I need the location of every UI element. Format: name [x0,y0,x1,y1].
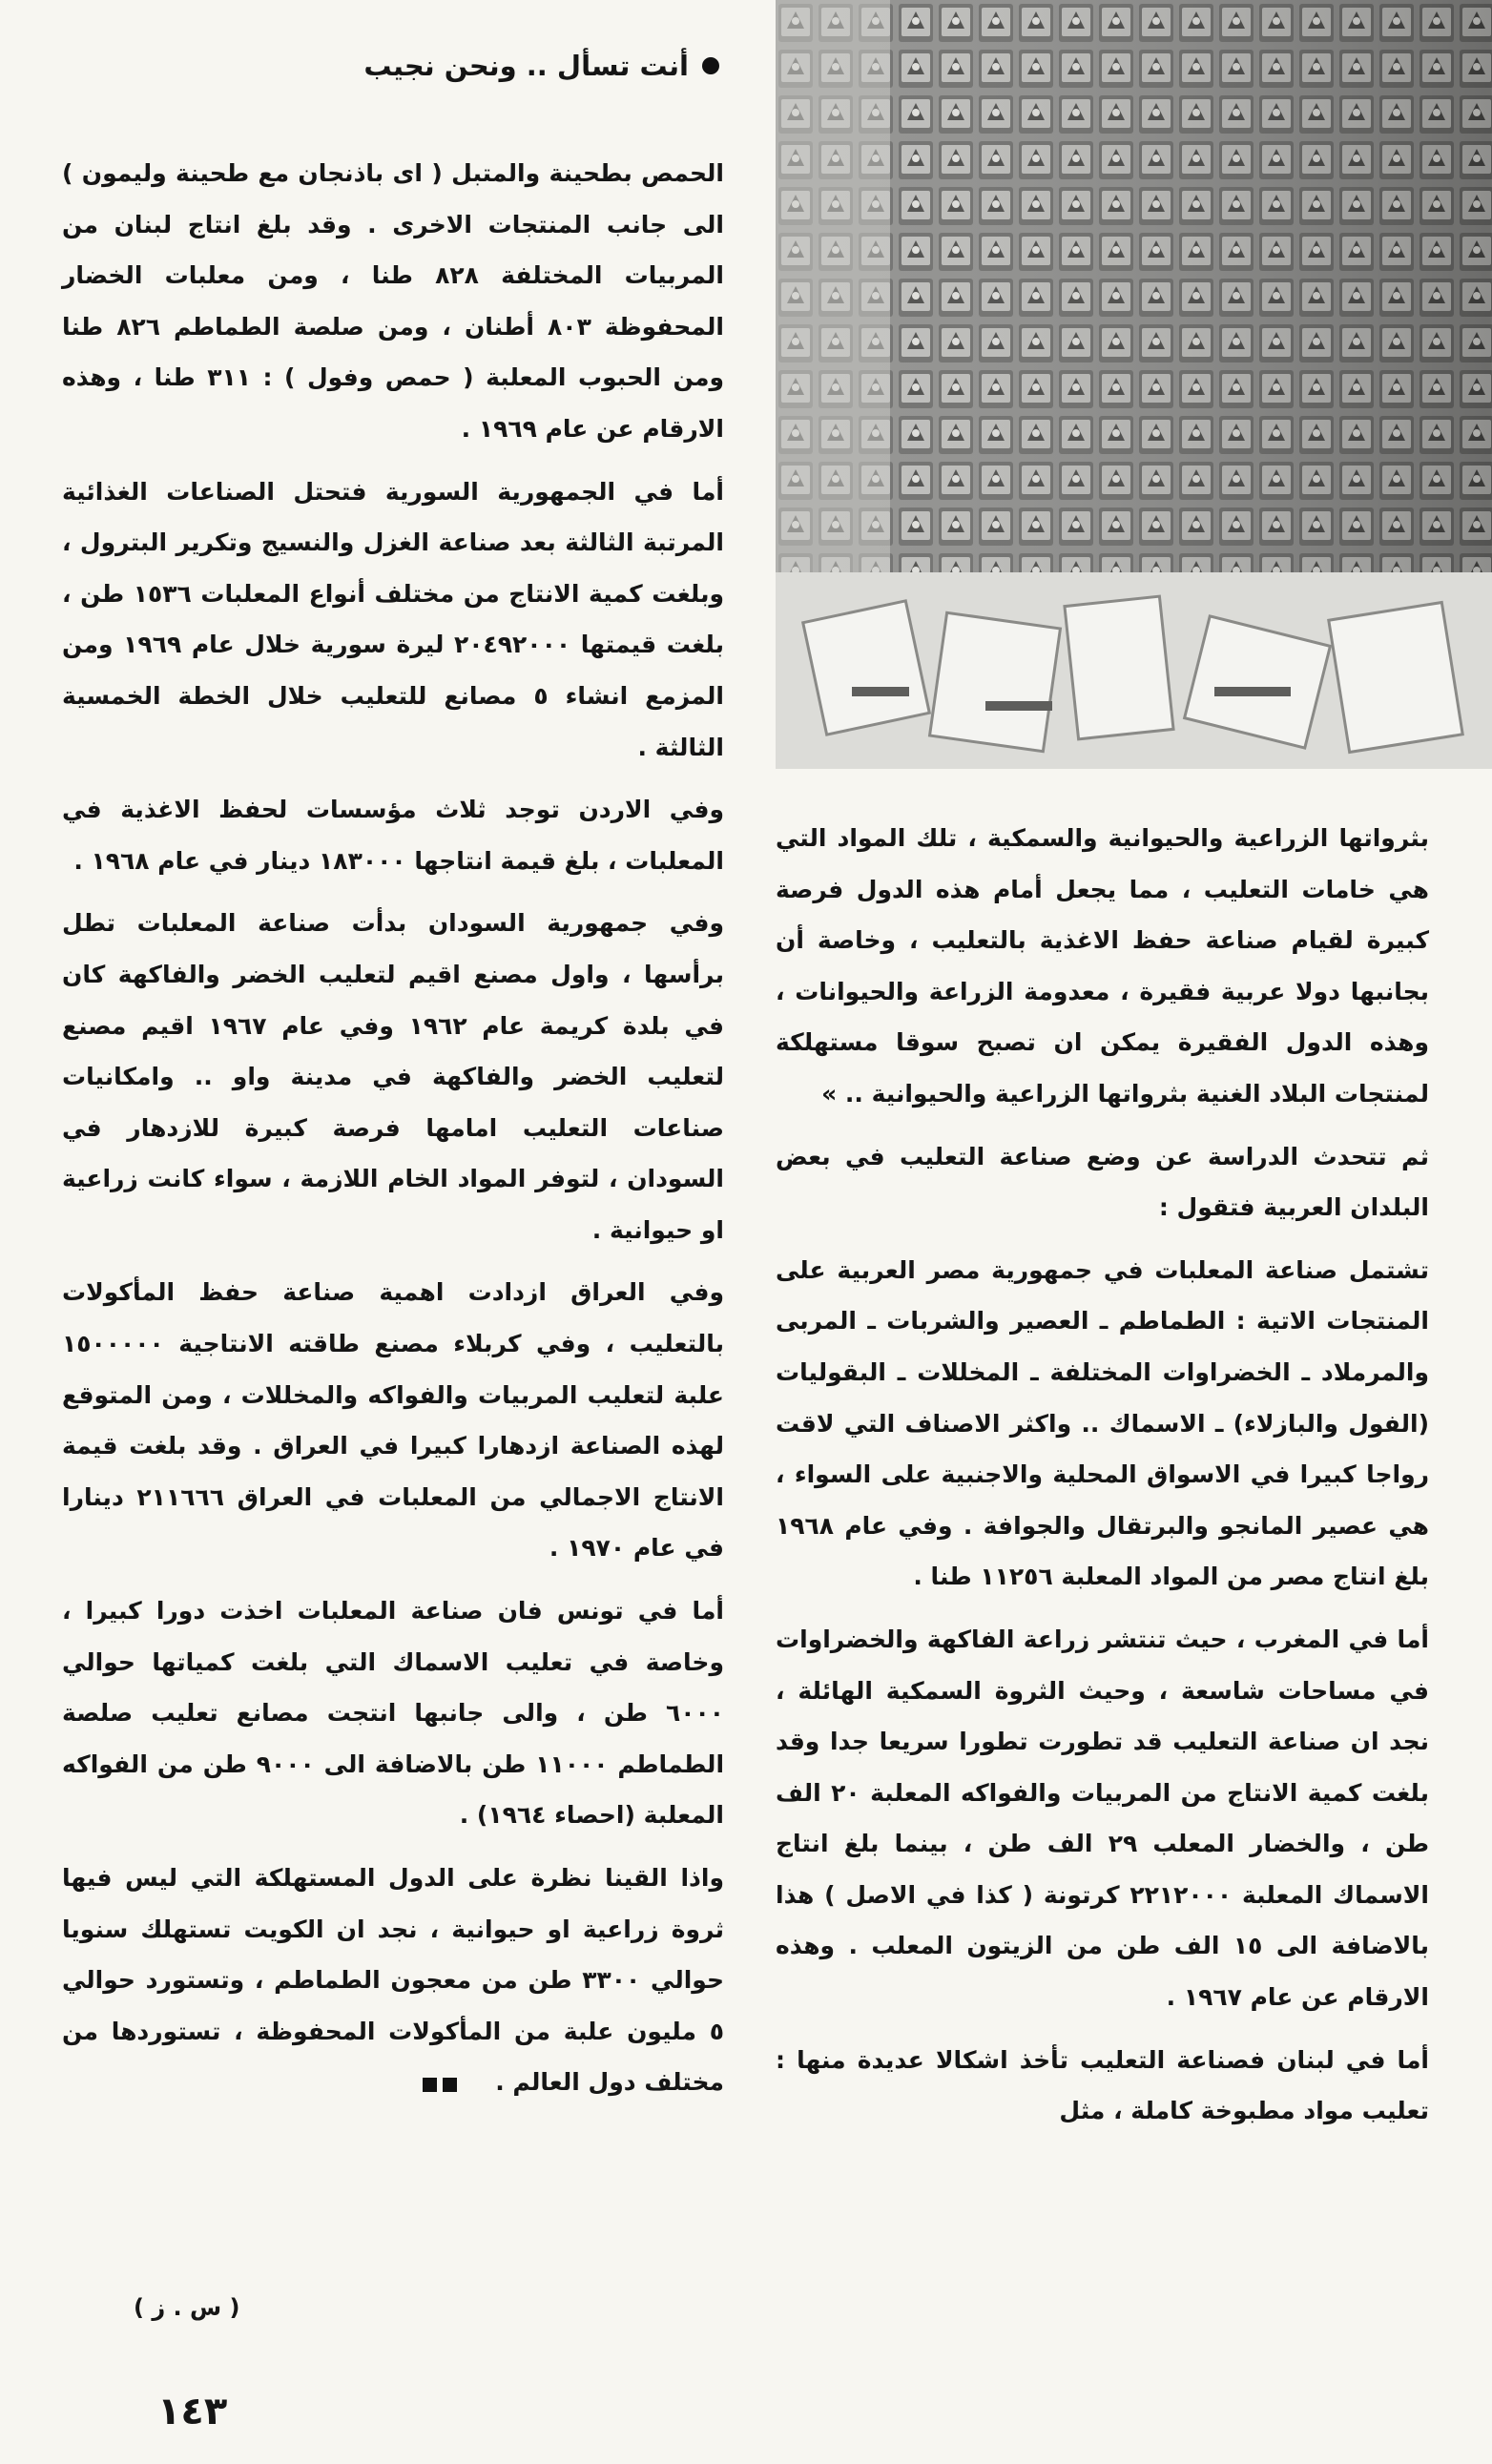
paragraph: أما في المغرب ، حيث تنتشر زراعة الفاكهة والخضراوات في مساحات شاسعة ، وحيث الثروة السمكية الهائلة ، نجد ان صناعة التعليب قد تطورت تطورا سريعا جدا وقد بلغت كمية الانتاج من المربيات والفواكه المعلبة ٢٠ الف طن ، والخضار المعلب ٢٩ الف طن ، بينما بلغ انتاج الاسماك المعلبة ٢٢١٢٠٠٠ كرتونة ( كذا في الاصل ) هذا بالاضافة الى ١٥ الف طن من الزيتون المعلب . وهذه الارقام عن عام ١٩٦٧ . [776,1625,1430,2012]
paragraph: الحمص بطحينة والمتبل ( اى باذنجان مع طحينة وليمون ) الى جانب المنتجات الاخرى . وقد بلغ انتاج لبنان من المربيات المختلفة ٨٢٨ طنا ، ومن معلبات الخضار المحفوظة ٨٠٣ أطنان ، ومن صلصة الطماطم ٨٢٦ طنا ومن الحبوب المعلبة ( حمص وفول ) : ٣١١ طنا ، وهذه الارقام عن عام ١٩٦٩ . [62,159,725,443]
bullet-icon [702,57,719,74]
paragraph: أما في لبنان فصناعة التعليب تأخذ اشكالا عديدة منها : تعليب مواد مطبوخة كاملة ، مثل [776,2045,1429,2125]
left-text-column [62,148,724,2121]
paragraph: أما في تونس فان صناعة المعلبات اخذت دورا كبيرا ، وخاصة في تعليب الاسماك التي بلغت كمياتها حوالي ٦٠٠٠ طن ، والى جانبها انتجت مصانع تعليب صلصة الطماطم ١١٠٠٠ طن بالاضافة الى ٩٠٠٠ طن من الفواكه المعلبة (احصاء ١٩٦٤) . [62,1597,725,1830]
paragraph: أما في الجمهورية السورية فتحتل الصناعات الغذائية المرتبة الثالثة بعد صناعة الغزل والنسيج وتكرير البترول ، وبلغت كمية الانتاج من مختلف أنواع المعلبات ١٥٣٦ طن ، بلغت قيمتها ٢٠٤٩٢٠٠٠ ليرة سورية خلال عام ١٩٦٩ ومن المزمع انشاء ٥ مصانع للتعليب خلال الخطة الخمسية الثالثة . [62,477,724,761]
paragraph: تشتمل صناعة المعلبات في جمهورية مصر العربية على المنتجات الاتية : الطماطم ـ العصير والشربات ـ المربى والمرملاد ـ الخضراوات المختلفة ـ المخللات ـ البقوليات (الفول والبازلاء) ـ الاسماك .. واكثر الاصناف التي لاقت رواجا كبيرا في الاسواق المحلية والاجنبية على السواء ، هي عصير المانجو والبرتقال والجوافة . وفي عام ١٩٦٨ بلغ انتاج مصر من المواد المعلبة ١١٢٥٦ طنا . [776,1255,1429,1591]
section-title: أنت تسأل .. ونحن نجيب [363,50,689,82]
right-text-column [776,813,1429,2148]
paragraph: وفي العراق ازدادت اهمية صناعة حفظ المأكولات بالتعليب ، وفي كربلاء مصنع طاقته الانتاجية ١٥٠٠٠٠٠ علبة لتعليب المربيات والفواكه والمخللات ، ومن المتوقع لهذه الصناعة ازدهارا كبيرا في العراق . وقد بلغت قيمة الانتاج الاجمالي من المعلبات في العراق ٢١١٦٦٦ دينارا في عام ١٩٧٠ . [62,1278,724,1563]
stacked-cans-photo [776,0,1492,769]
paragraph: وفي جمهورية السودان بدأت صناعة المعلبات تطل برأسها ، واول مصنع اقيم لتعليب الخضر والفاكهة كان في بلدة كريمة عام ١٩٦٢ وفي عام ١٩٦٧ اقيم مصنع لتعليب الخضر والفاكهة في مدينة واو .. وامكانيات صناعات التعليب امامها فرصة كبيرة للازدهار في السودان ، لتوفر المواد الخام اللازمة ، سواء كانت زراعية او حيوانية . [62,909,724,1244]
paragraph [62,1853,724,2109]
paragraph: ثم تتحدث الدراسة عن وضع صناعة التعليب في بعض البلدان العربية فتقول : [776,1142,1429,1222]
paragraph: وفي الاردن توجد ثلاث مؤسسات لحفظ الاغذية في المعلبات ، بلغ قيمة انتاجها ١٨٣٠٠٠ دينار في عام ١٩٦٨ . [62,796,724,875]
paragraph: بثرواتها الزراعية والحيوانية والسمكية ، تلك المواد التي هي خامات التعليب ، مما يجعل أمام هذه الدول فرصة كبيرة لقيام صناعة حفظ الاغذية بالتعليب ، وخاصة أن بجانبها دولا عربية فقيرة ، معدومة الزراعة والحيوانات ، وهذه الدول الفقيرة يمكن ان تصبح سوقا مستهلكة لمنتجات البلاد الغنية بثرواتها الزراعية والحيوانية .. » [776,824,1429,1108]
author-signature: ( س . ز ) [134,2294,240,2321]
section-header [52,50,719,82]
end-of-article-icon [417,2059,457,2110]
last-paragraph-text: واذا القينا نظرة على الدول المستهلكة التي ليس فيها ثروة زراعية او حيوانية ، نجد ان الكويت تستهلك سنويا حوالي ٣٣٠٠ طن من معجون الطماطم ، وتستورد حوالي ٥ مليون علبة من المأكولات المحفوظة ، تستوردها من مختلف دول العالم . [62,1864,724,2097]
page-number: ١٤٣ [157,2390,228,2433]
